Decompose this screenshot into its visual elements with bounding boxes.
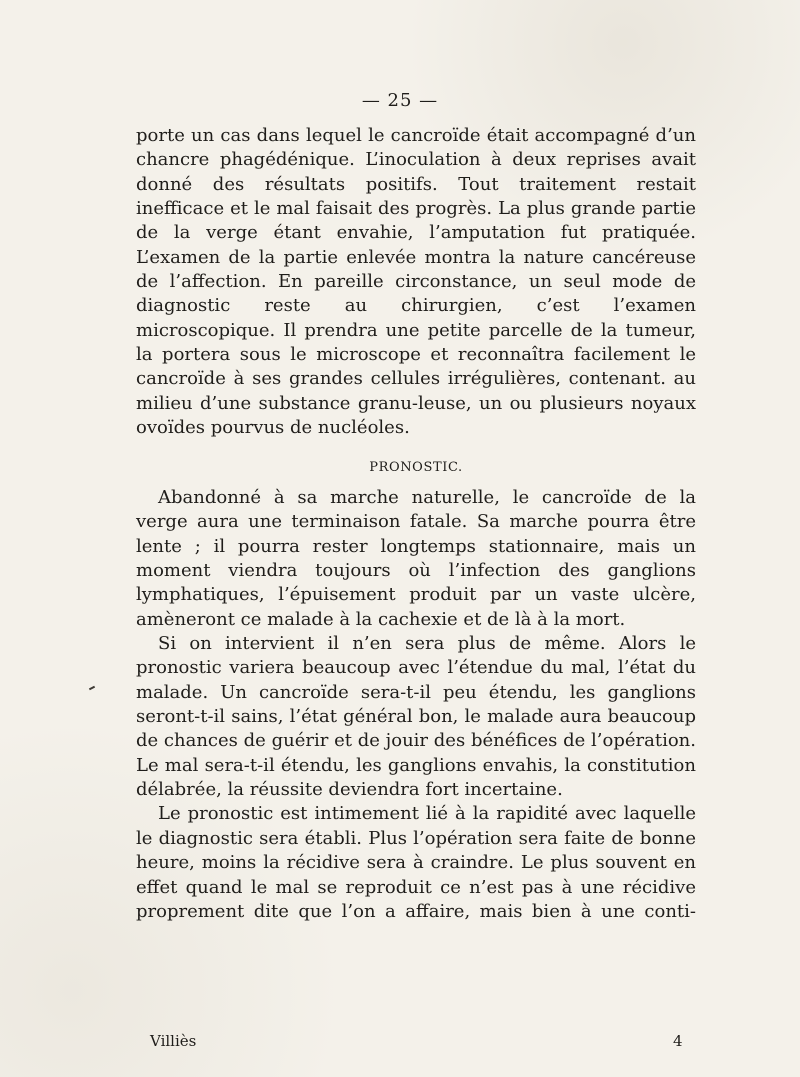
footer-signature: 4	[673, 1032, 683, 1050]
section-heading: PRONOSTIC.	[369, 460, 463, 475]
footer-author: Villiès	[150, 1032, 197, 1050]
paragraph-2: Abandonné à sa marche naturelle, le cancroïde de la verge aura une terminaison fatale. Sa marche pourra être lente ; il pourra rester longtemps stationnaire, mais un moment viendra toujours où l’infection des ganglions lymphatiques, l’épuisement produit par un vaste ulcère, amèneront ce malade à la cachexie et de là à la mort.	[136, 487, 696, 630]
margin-mark	[89, 686, 95, 691]
paragraph-1: porte un cas dans lequel le cancroïde était accompagné d’un chancre phagédénique. L’inoculation à deux reprises avait donné des résultats positifs. Tout traitement restait inefficace et le mal faisait des progrès. La plus grande partie de la verge étant envahie, l’amputation fut pratiquée. L’examen de la partie enlevée montra la nature cancéreuse de l’affection. En pareille circonstance, un seul mode de diagnostic reste au chirurgien, c’est l’examen microscopique. Il prendra une petite parcelle de la tumeur, la portera sous le microscope et reconnaîtra facilement le cancroïde à ses grandes cellules irrégulières, contenant. au milieu d’une substance granu-leuse, un ou plusieurs noyaux ovoïdes pourvus de nucléoles.	[136, 125, 696, 439]
paragraph-4: Le pronostic est intimement lié à la rapidité avec laquelle le diagnostic sera établi. Plus l’opération sera faite de bonne heure, moins la récidive sera à craindre. Le plus souvent en effet quand le mal se reproduit ce n’est pas à une récidive proprement dite que l’on a affaire, mais bien à une conti-	[136, 803, 696, 922]
opening-text-block	[136, 124, 696, 440]
prognosis-text-block	[136, 486, 696, 924]
paragraph-3: Si on intervient il n’en sera plus de même. Alors le pronostic variera beaucoup avec l’étendue du mal, l’état du malade. Un cancroïde sera-t-il peu étendu, les ganglions seront-t-il sains, l’état général bon, le malade aura beaucoup de chances de guérir et de jouir des bénéfices de l’opération. Le mal sera-t-il étendu, les ganglions envahis, la constitution délabrée, la réussite deviendra fort incertaine.	[136, 633, 696, 801]
page-number: — 25 —	[361, 90, 439, 111]
